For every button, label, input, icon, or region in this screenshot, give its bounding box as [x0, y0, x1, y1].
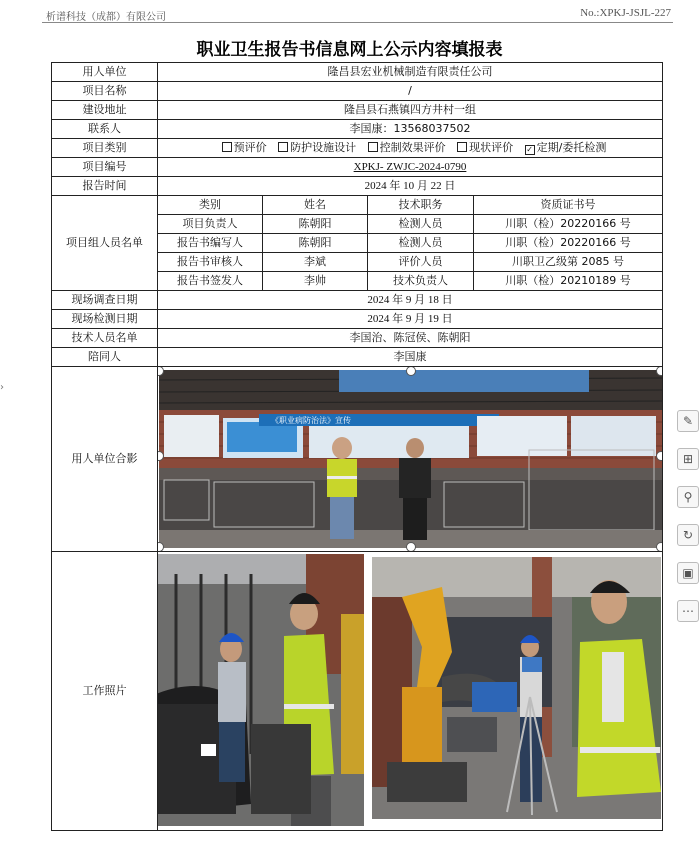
survey-date-label: 现场调查日期: [52, 291, 158, 310]
resize-handle[interactable]: [406, 542, 416, 552]
work-photo-cell: [158, 552, 663, 831]
row-detect-date: [52, 310, 663, 329]
resize-handle[interactable]: [656, 451, 663, 461]
project-no-value: XPKJ- ZWJC-2024-0790: [353, 161, 467, 173]
row-work-photo: [52, 552, 663, 831]
team-cell: 川职（检）20220166 号: [474, 215, 663, 234]
category-option: 定期/委托检测: [536, 141, 607, 154]
zoom-icon[interactable]: ⚲: [677, 486, 699, 508]
address-label: 建设地址: [52, 101, 158, 120]
group-photo-label: 用人单位合影: [52, 367, 158, 552]
row-escort: [52, 348, 663, 367]
row-group-photo: [52, 367, 663, 552]
team-cell: 项目负责人: [158, 215, 263, 234]
survey-date-value: 2024 年 9 月 18 日: [158, 291, 663, 310]
row-report-time: [52, 177, 663, 196]
team-cell: 检测人员: [368, 234, 474, 253]
category-label: 项目类别: [52, 139, 158, 158]
row-project-no: [52, 158, 663, 177]
category-options: [158, 139, 663, 158]
page-title: 职业卫生报告书信息网上公示内容填报表: [196, 40, 503, 60]
team-cell: 川职（检）20210189 号: [474, 272, 663, 291]
escort-value: 李国康: [158, 348, 663, 367]
company-name: 析谱科技（成都）有限公司: [46, 12, 166, 23]
row-project-name: [52, 82, 663, 101]
row-address: [52, 101, 663, 120]
ai-edit-icon[interactable]: ✎: [677, 410, 699, 432]
margin-mark: ›: [0, 382, 4, 393]
tech-staff-value: 李国治、陈冠侯、陈朝阳: [158, 329, 663, 348]
team-cell: 报告书签发人: [158, 272, 263, 291]
team-cell: 川职（检）20220166 号: [474, 234, 663, 253]
team-cell: 报告书审核人: [158, 253, 263, 272]
checkbox-periodic-detection[interactable]: ✓: [526, 145, 533, 154]
checkbox-pre-evaluation[interactable]: [222, 142, 232, 152]
crop-icon[interactable]: ⊞: [677, 448, 699, 470]
floating-toolbar: [677, 410, 699, 638]
row-survey-date: [52, 291, 663, 310]
team-cell: 陈朝阳: [263, 234, 368, 253]
team-header-row: [52, 196, 663, 215]
resize-handle[interactable]: [656, 542, 663, 552]
tech-staff-label: 技术人员名单: [52, 329, 158, 348]
team-cell: 李帅: [263, 272, 368, 291]
category-option: 现状评价: [469, 141, 514, 154]
team-cell: 川职卫乙级第 2085 号: [474, 253, 663, 272]
team-header: 姓名: [263, 196, 368, 215]
row-tech-staff: [52, 329, 663, 348]
address-value: 隆昌县石燕镇四方井村一组: [158, 101, 663, 120]
document-number: No.:XPKJ-JSJL-227: [580, 7, 671, 19]
checkbox-protection-design[interactable]: [278, 142, 288, 152]
team-cell: 技术负责人: [368, 272, 474, 291]
escort-label: 陪同人: [52, 348, 158, 367]
category-option: 控制效果评价: [379, 141, 446, 154]
work-photo-right[interactable]: [372, 557, 661, 819]
work-photo-label: 工作照片: [52, 552, 158, 831]
screenshot-icon[interactable]: ▣: [677, 562, 699, 584]
row-employer: [52, 63, 663, 82]
work-photo-left[interactable]: [158, 554, 365, 826]
row-category: [52, 139, 663, 158]
row-contact: [52, 120, 663, 139]
more-icon[interactable]: ⋯: [677, 600, 699, 622]
resize-handle[interactable]: [406, 367, 416, 377]
contact-label: 联系人: [52, 120, 158, 139]
project-name-value: /: [158, 82, 663, 101]
sign-text: 《职业病防治法》宣传: [271, 416, 351, 425]
checkbox-control-evaluation[interactable]: [368, 142, 378, 152]
team-cell: 陈朝阳: [263, 215, 368, 234]
rotate-icon[interactable]: ↻: [677, 524, 699, 546]
header-divider: [42, 22, 673, 23]
info-table: [51, 62, 663, 831]
team-cell: 李斌: [263, 253, 368, 272]
project-name-label: 项目名称: [52, 82, 158, 101]
project-no-label: 项目编号: [52, 158, 158, 177]
report-time-value: 2024 年 10 月 22 日: [158, 177, 663, 196]
group-photo[interactable]: [159, 370, 662, 548]
resize-handle[interactable]: [656, 367, 663, 377]
contact-value: 李国康：13568037502: [158, 120, 663, 139]
employer-value: 隆昌县宏业机械制造有限责任公司: [158, 63, 663, 82]
category-option: 预评价: [233, 141, 267, 154]
category-option: 防护设施设计: [290, 141, 357, 154]
team-cell: 评价人员: [368, 253, 474, 272]
detect-date-value: 2024 年 9 月 19 日: [158, 310, 663, 329]
detect-date-label: 现场检测日期: [52, 310, 158, 329]
team-header: 技术职务: [368, 196, 474, 215]
team-header: 资质证书号: [474, 196, 663, 215]
team-cell: 报告书编写人: [158, 234, 263, 253]
resize-handle[interactable]: [158, 542, 165, 552]
team-label: 项目组人员名单: [52, 196, 158, 291]
team-cell: 检测人员: [368, 215, 474, 234]
report-time-label: 报告时间: [52, 177, 158, 196]
team-header: 类别: [158, 196, 263, 215]
group-photo-cell: [158, 367, 663, 552]
checkbox-status-evaluation[interactable]: [457, 142, 467, 152]
employer-label: 用人单位: [52, 63, 158, 82]
